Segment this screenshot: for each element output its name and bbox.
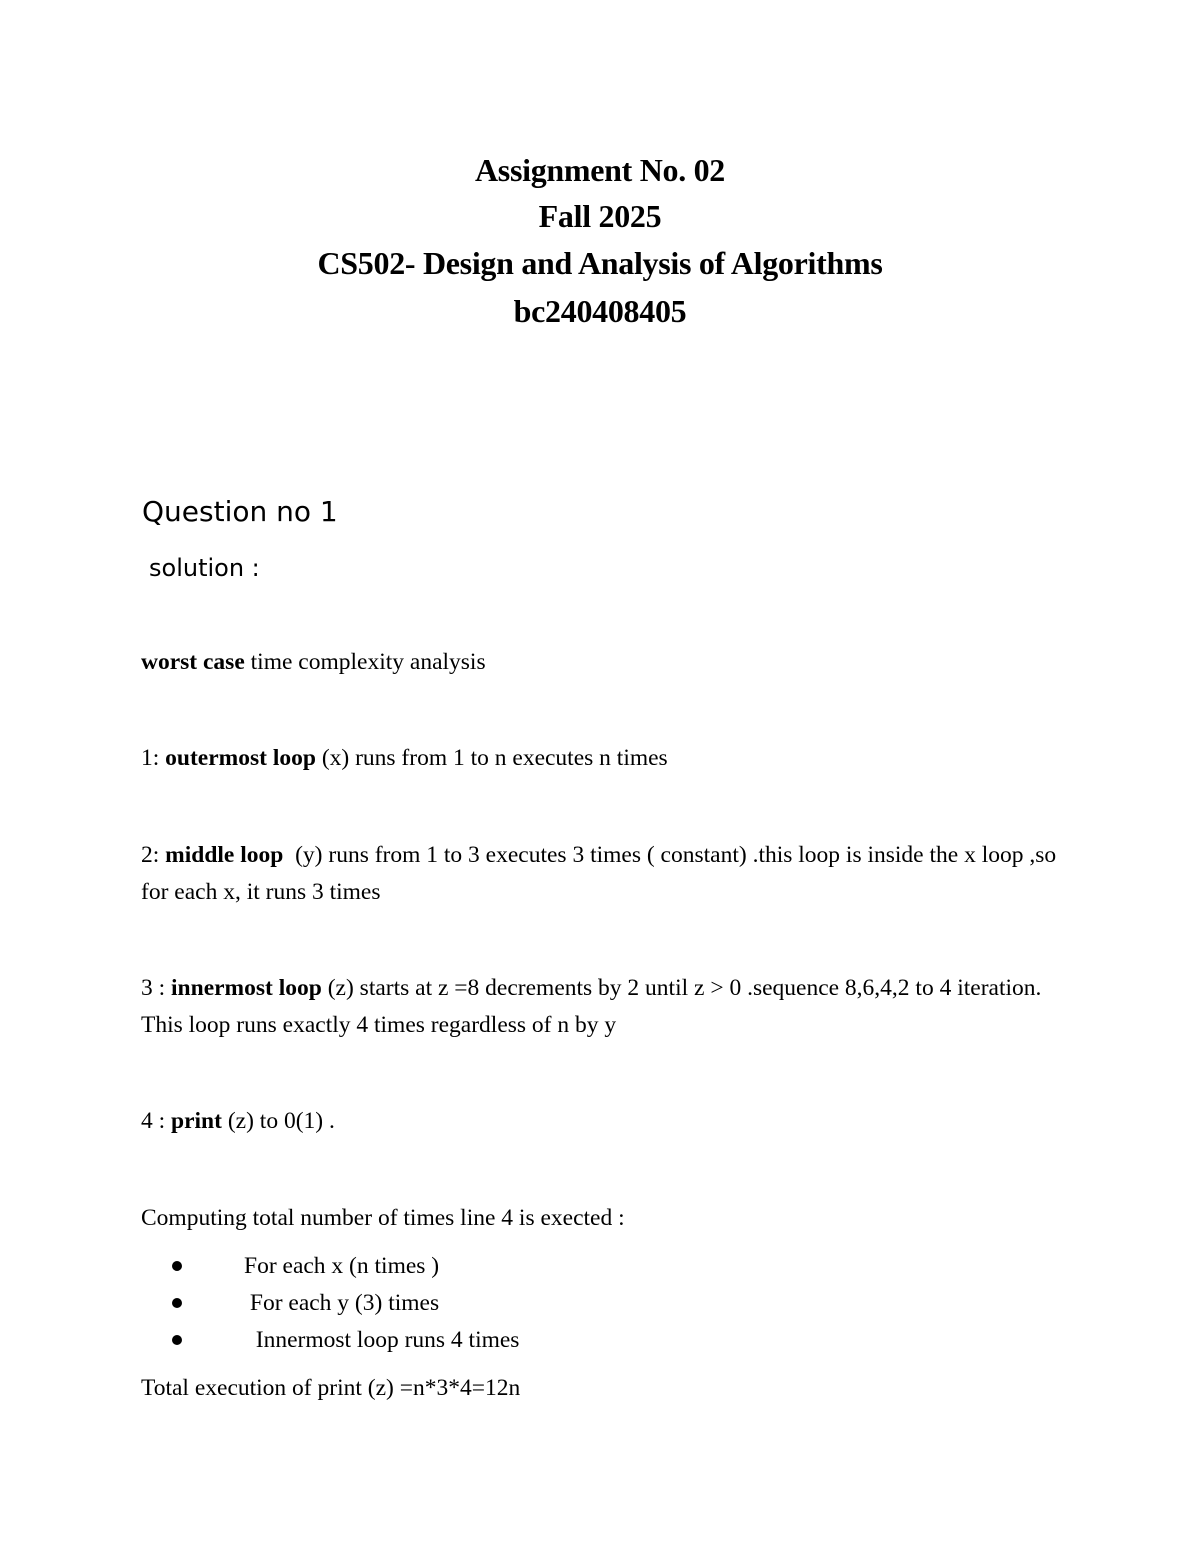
list-item-text: Innermost loop runs 4 times <box>244 1327 520 1353</box>
step-text: (x) runs from 1 to n executes n times <box>315 745 668 771</box>
question-heading: Question no 1 <box>142 495 338 528</box>
step-3 <box>141 970 1071 1044</box>
step-keyword: middle loop <box>165 842 284 868</box>
step-keyword: print <box>171 1108 222 1134</box>
step-text: (z) starts at z =8 decrements by 2 until z > 0 .sequence 8,6,4,2 to 4 iteration. This loop runs exactly 4 times regardless of n by y <box>141 975 1042 1038</box>
step-4 <box>141 1103 1071 1140</box>
bullet-icon <box>172 1335 182 1345</box>
assignment-title: Assignment No. 02 <box>474 152 726 188</box>
step-prefix: 3 : <box>141 975 172 1001</box>
semester-title: Fall 2025 <box>538 198 662 234</box>
list-item-text: For each y (3) times <box>244 1290 440 1316</box>
step-2 <box>141 837 1071 911</box>
step-keyword: innermost loop <box>171 975 322 1001</box>
step-text: (z) to 0(1) . <box>221 1108 335 1134</box>
analysis-heading-bold: worst case <box>141 649 245 675</box>
step-prefix: 4 : <box>141 1108 172 1134</box>
analysis-heading-rest: time complexity analysis <box>244 649 486 675</box>
bullet-icon <box>172 1298 182 1308</box>
bullet-icon <box>172 1261 182 1271</box>
step-prefix: 2: <box>141 842 166 868</box>
total-execution: Total execution of print (z) =n*3*4=12n <box>141 1375 521 1401</box>
list-item-text: For each x (n times ) <box>244 1253 440 1279</box>
analysis-heading <box>141 644 1071 681</box>
student-id: bc240408405 <box>513 293 687 329</box>
step-keyword: outermost loop <box>165 745 316 771</box>
step-text: (y) runs from 1 to 3 executes 3 times ( constant) .this loop is inside the x loop ,so for each x, it runs 3 times <box>141 842 1062 905</box>
computing-label: Computing total number of times line 4 is exected : <box>141 1205 625 1231</box>
solution-label: solution : <box>149 554 260 582</box>
step-1 <box>141 740 1071 777</box>
step-prefix: 1: <box>141 745 166 771</box>
course-title: CS502- Design and Analysis of Algorithms <box>317 245 883 281</box>
